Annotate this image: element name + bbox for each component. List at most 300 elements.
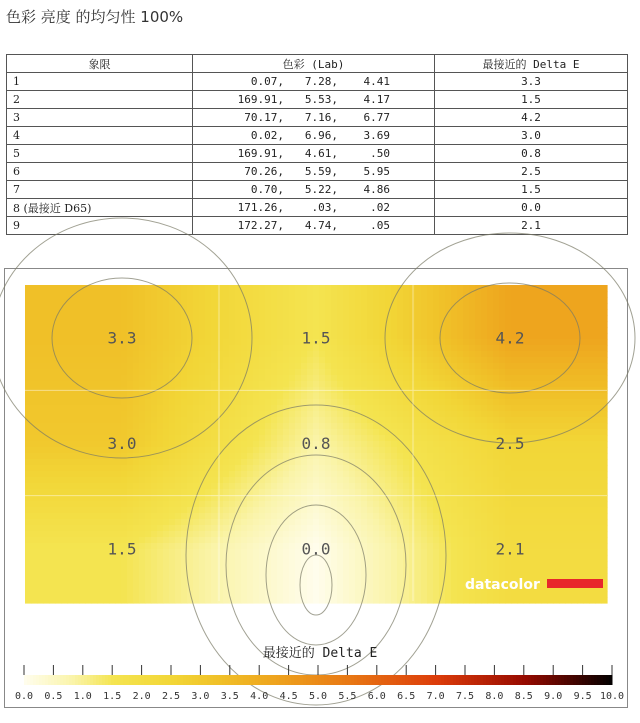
heatmap-pixel	[25, 411, 32, 418]
heatmap-pixel	[67, 585, 74, 592]
heatmap-pixel	[205, 513, 212, 520]
heatmap-pixel	[157, 525, 164, 532]
heatmap-pixel	[217, 315, 224, 322]
heatmap-pixel	[289, 345, 296, 352]
heatmap-pixel	[433, 375, 440, 382]
heatmap-pixel	[421, 381, 428, 388]
heatmap-pixel	[115, 489, 122, 496]
heatmap-pixel	[61, 321, 68, 328]
heatmap-pixel	[157, 453, 164, 460]
heatmap-pixel	[319, 297, 326, 304]
heatmap-pixel	[487, 477, 494, 484]
heatmap-pixel	[499, 471, 506, 478]
heatmap-pixel	[97, 357, 104, 364]
heatmap-pixel	[283, 345, 290, 352]
heatmap-pixel	[427, 507, 434, 514]
heatmap-pixel	[529, 351, 536, 358]
heatmap-pixel	[361, 483, 368, 490]
heatmap-pixel	[91, 339, 98, 346]
heatmap-pixel	[235, 573, 242, 580]
heatmap-pixel	[559, 441, 566, 448]
heatmap-pixel	[547, 519, 554, 526]
heatmap-pixel	[337, 567, 344, 574]
heatmap-pixel	[331, 417, 338, 424]
heatmap-pixel	[229, 285, 236, 292]
heatmap-pixel	[25, 543, 32, 550]
heatmap-pixel	[421, 291, 428, 298]
lab-l-value: 172.27,	[237, 219, 284, 232]
heatmap-pixel	[355, 483, 362, 490]
heatmap-pixel	[277, 483, 284, 490]
heatmap-pixel	[139, 345, 146, 352]
heatmap-pixel	[61, 519, 68, 526]
heatmap-pixel	[73, 357, 80, 364]
heatmap-pixel	[463, 357, 470, 364]
heatmap-pixel	[139, 375, 146, 382]
heatmap-pixel	[373, 555, 380, 562]
heatmap-pixel	[463, 561, 470, 568]
heatmap-pixel	[283, 447, 290, 454]
heatmap-pixel	[319, 477, 326, 484]
heatmap-pixel	[283, 471, 290, 478]
heatmap-pixel	[349, 537, 356, 544]
heatmap-pixel	[67, 477, 74, 484]
heatmap-pixel	[547, 543, 554, 550]
lab-b-value: .05	[370, 219, 390, 232]
heatmap-pixel	[109, 453, 116, 460]
heatmap-pixel	[145, 375, 152, 382]
heatmap-pixel	[475, 375, 482, 382]
heatmap-pixel	[343, 297, 350, 304]
heatmap-pixel	[415, 393, 422, 400]
heatmap-pixel	[571, 567, 578, 574]
heatmap-pixel	[559, 423, 566, 430]
heatmap-pixel	[463, 555, 470, 562]
heatmap-pixel	[535, 459, 542, 466]
heatmap-pixel	[289, 579, 296, 586]
heatmap-pixel	[481, 507, 488, 514]
heatmap-pixel	[523, 309, 530, 316]
heatmap-pixel	[169, 453, 176, 460]
heatmap-pixel	[361, 513, 368, 520]
heatmap-pixel	[283, 339, 290, 346]
heatmap-pixel	[583, 309, 590, 316]
heatmap-pixel	[589, 405, 596, 412]
heatmap-pixel	[133, 483, 140, 490]
heatmap-pixel	[61, 327, 68, 334]
heatmap-pixel	[139, 285, 146, 292]
heatmap-pixel	[457, 507, 464, 514]
heatmap-pixel	[169, 375, 176, 382]
heatmap-pixel	[109, 363, 116, 370]
heatmap-pixel	[409, 483, 416, 490]
heatmap-pixel	[355, 513, 362, 520]
heatmap-pixel	[469, 513, 476, 520]
heatmap-pixel	[235, 369, 242, 376]
heatmap-pixel	[463, 471, 470, 478]
heatmap-pixel	[319, 381, 326, 388]
heatmap-pixel	[43, 297, 50, 304]
heatmap-pixel	[343, 429, 350, 436]
heatmap-pixel	[25, 573, 32, 580]
heatmap-pixel	[325, 483, 332, 490]
heatmap-pixel	[157, 357, 164, 364]
heatmap-pixel	[91, 585, 98, 592]
heatmap-pixel	[139, 423, 146, 430]
heatmap-pixel	[133, 489, 140, 496]
heatmap-pixel	[565, 315, 572, 322]
heatmap-pixel	[529, 291, 536, 298]
heatmap-pixel	[79, 471, 86, 478]
heatmap-pixel	[301, 465, 308, 472]
heatmap-pixel	[343, 531, 350, 538]
heatmap-pixel	[385, 411, 392, 418]
heatmap-pixel	[169, 525, 176, 532]
heatmap-pixel	[385, 465, 392, 472]
heatmap-pixel	[289, 333, 296, 340]
heatmap-pixel	[169, 411, 176, 418]
heatmap-pixel	[541, 309, 548, 316]
heatmap-pixel	[277, 543, 284, 550]
heatmap-pixel	[73, 453, 80, 460]
heatmap-pixel	[367, 381, 374, 388]
heatmap-pixel	[409, 441, 416, 448]
heatmap-pixel	[577, 531, 584, 538]
heatmap-pixel	[115, 471, 122, 478]
heatmap-pixel	[307, 315, 314, 322]
heatmap-pixel	[535, 477, 542, 484]
heatmap-pixel	[37, 537, 44, 544]
heatmap-pixel	[211, 345, 218, 352]
heatmap-pixel	[91, 297, 98, 304]
heatmap-pixel	[541, 357, 548, 364]
heatmap-pixel	[91, 459, 98, 466]
heatmap-pixel	[343, 303, 350, 310]
heatmap-pixel	[463, 441, 470, 448]
heatmap-pixel	[325, 417, 332, 424]
heatmap-pixel	[487, 465, 494, 472]
heatmap-pixel	[241, 327, 248, 334]
heatmap-pixel	[205, 411, 212, 418]
heatmap-pixel	[145, 459, 152, 466]
heatmap-pixel	[157, 393, 164, 400]
heatmap-pixel	[283, 321, 290, 328]
heatmap-pixel	[535, 561, 542, 568]
heatmap-pixel	[157, 543, 164, 550]
heatmap-pixel	[379, 369, 386, 376]
heatmap-pixel	[475, 507, 482, 514]
heatmap-pixel	[163, 465, 170, 472]
heatmap-pixel	[187, 375, 194, 382]
heatmap-pixel	[295, 423, 302, 430]
heatmap-pixel	[229, 339, 236, 346]
heatmap-pixel	[583, 513, 590, 520]
heatmap-pixel	[535, 345, 542, 352]
heatmap-pixel	[469, 519, 476, 526]
heatmap-pixel	[349, 435, 356, 442]
heatmap-pixel	[271, 309, 278, 316]
heatmap-pixel	[535, 369, 542, 376]
heatmap-pixel	[565, 351, 572, 358]
heatmap-pixel	[31, 393, 38, 400]
heatmap-pixel	[571, 381, 578, 388]
heatmap-pixel	[493, 459, 500, 466]
heatmap-pixel	[151, 459, 158, 466]
heatmap-pixel	[85, 507, 92, 514]
heatmap-pixel	[37, 333, 44, 340]
heatmap-pixel	[235, 453, 242, 460]
heatmap-pixel	[61, 525, 68, 532]
heatmap-pixel	[277, 423, 284, 430]
heatmap-pixel	[91, 417, 98, 424]
heatmap-pixel	[451, 369, 458, 376]
heatmap-pixel	[247, 417, 254, 424]
heatmap-pixel	[493, 315, 500, 322]
heatmap-pixel	[571, 303, 578, 310]
heatmap-pixel	[205, 369, 212, 376]
heatmap-pixel	[271, 405, 278, 412]
heatmap-pixel	[313, 417, 320, 424]
heatmap-pixel	[421, 363, 428, 370]
heatmap-pixel	[559, 525, 566, 532]
heatmap-pixel	[289, 549, 296, 556]
heatmap-pixel	[49, 579, 56, 586]
heatmap-pixel	[307, 507, 314, 514]
heatmap-pixel	[253, 561, 260, 568]
heatmap-pixel	[361, 435, 368, 442]
heatmap-pixel	[595, 447, 602, 454]
heatmap-pixel	[205, 381, 212, 388]
heatmap-pixel	[127, 513, 134, 520]
heatmap-pixel	[367, 447, 374, 454]
heatmap-pixel	[283, 381, 290, 388]
heatmap-pixel	[265, 369, 272, 376]
heatmap-pixel	[469, 423, 476, 430]
heatmap-pixel	[481, 417, 488, 424]
heatmap-pixel	[331, 327, 338, 334]
heatmap-pixel	[151, 405, 158, 412]
heatmap-pixel	[163, 477, 170, 484]
heatmap-pixel	[151, 303, 158, 310]
heatmap-pixel	[199, 327, 206, 334]
heatmap-pixel	[241, 453, 248, 460]
heatmap-pixel	[229, 375, 236, 382]
heatmap-pixel	[547, 447, 554, 454]
heatmap-pixel	[205, 393, 212, 400]
heatmap-pixel	[337, 399, 344, 406]
heatmap-pixel	[439, 285, 446, 292]
heatmap-pixel	[553, 537, 560, 544]
heatmap-pixel	[595, 417, 602, 424]
heatmap-pixel	[421, 321, 428, 328]
heatmap-pixel	[433, 513, 440, 520]
heatmap-pixel	[259, 567, 266, 574]
heatmap-pixel	[367, 549, 374, 556]
heatmap-pixel	[577, 471, 584, 478]
heatmap-pixel	[199, 459, 206, 466]
heatmap-pixel	[553, 567, 560, 574]
heatmap-pixel	[457, 327, 464, 334]
heatmap-pixel	[67, 489, 74, 496]
heatmap-pixel	[85, 441, 92, 448]
heatmap-pixel	[79, 423, 86, 430]
heatmap-pixel	[133, 471, 140, 478]
heatmap-pixel	[199, 363, 206, 370]
heatmap-pixel	[43, 393, 50, 400]
heatmap-pixel	[55, 291, 62, 298]
heatmap-pixel	[373, 513, 380, 520]
heatmap-pixel	[475, 357, 482, 364]
heatmap-pixel	[289, 369, 296, 376]
heatmap-pixel	[205, 297, 212, 304]
heatmap-pixel	[139, 315, 146, 322]
heatmap-pixel	[127, 363, 134, 370]
heatmap-pixel	[247, 321, 254, 328]
heatmap-pixel	[313, 375, 320, 382]
heatmap-pixel	[223, 339, 230, 346]
heatmap-pixel	[343, 375, 350, 382]
heatmap-pixel	[511, 465, 518, 472]
heatmap-pixel	[355, 375, 362, 382]
heatmap-pixel	[349, 321, 356, 328]
heatmap-pixel	[253, 375, 260, 382]
heatmap-pixel	[565, 489, 572, 496]
heatmap-pixel	[151, 549, 158, 556]
heatmap-pixel	[499, 417, 506, 424]
heatmap-pixel	[145, 555, 152, 562]
heatmap-pixel	[565, 327, 572, 334]
heatmap-pixel	[511, 567, 518, 574]
heatmap-pixel	[349, 315, 356, 322]
heatmap-pixel	[31, 435, 38, 442]
heatmap-pixel	[163, 321, 170, 328]
heatmap-pixel	[403, 435, 410, 442]
heatmap-pixel	[277, 297, 284, 304]
heatmap-pixel	[79, 309, 86, 316]
heatmap-pixel	[109, 291, 116, 298]
heatmap-pixel	[115, 507, 122, 514]
heatmap-pixel	[25, 303, 32, 310]
heatmap-pixel	[247, 399, 254, 406]
heatmap-pixel	[505, 297, 512, 304]
heatmap-pixel	[361, 375, 368, 382]
heatmap-pixel	[409, 381, 416, 388]
heatmap-pixel	[259, 321, 266, 328]
heatmap-pixel	[127, 411, 134, 418]
heatmap-pixel	[205, 441, 212, 448]
heatmap-pixel	[319, 393, 326, 400]
heatmap-pixel	[181, 489, 188, 496]
heatmap-pixel	[367, 573, 374, 580]
heatmap-pixel	[67, 417, 74, 424]
heatmap-pixel	[409, 447, 416, 454]
heatmap-pixel	[313, 507, 320, 514]
heatmap-pixel	[433, 411, 440, 418]
heatmap-pixel	[55, 429, 62, 436]
heatmap-pixel	[175, 585, 182, 592]
heatmap-pixel	[559, 489, 566, 496]
heatmap-pixel	[151, 417, 158, 424]
heatmap-pixel	[403, 489, 410, 496]
heatmap-pixel	[475, 315, 482, 322]
heatmap-pixel	[175, 357, 182, 364]
heatmap-pixel	[265, 333, 272, 340]
heatmap-pixel	[139, 525, 146, 532]
lab-cell	[193, 181, 435, 199]
heatmap-pixel	[523, 411, 530, 418]
heatmap-pixel	[343, 393, 350, 400]
heatmap-pixel	[283, 285, 290, 292]
heatmap-pixel	[427, 369, 434, 376]
heatmap-pixel	[601, 375, 608, 382]
heatmap-pixel	[229, 483, 236, 490]
heatmap-pixel	[211, 291, 218, 298]
heatmap-pixel	[457, 393, 464, 400]
heatmap-pixel	[379, 471, 386, 478]
heatmap-pixel	[211, 483, 218, 490]
heatmap-pixel	[67, 345, 74, 352]
heatmap-pixel	[295, 351, 302, 358]
heatmap-pixel	[49, 363, 56, 370]
heatmap-pixel	[373, 489, 380, 496]
heatmap-pixel	[355, 477, 362, 484]
heatmap-pixel	[55, 345, 62, 352]
heatmap-pixel	[565, 465, 572, 472]
heatmap-pixel	[97, 435, 104, 442]
heatmap-pixel	[361, 357, 368, 364]
heatmap-pixel	[505, 507, 512, 514]
heatmap-pixel	[91, 441, 98, 448]
heatmap-pixel	[445, 513, 452, 520]
heatmap-pixel	[433, 537, 440, 544]
heatmap-pixel	[517, 411, 524, 418]
heatmap-pixel	[307, 321, 314, 328]
heatmap-pixel	[61, 351, 68, 358]
heatmap-pixel	[217, 513, 224, 520]
heatmap-pixel	[469, 465, 476, 472]
heatmap-pixel	[193, 333, 200, 340]
heatmap-pixel	[463, 567, 470, 574]
heatmap-pixel	[55, 417, 62, 424]
heatmap-pixel	[565, 507, 572, 514]
heatmap-pixel	[259, 531, 266, 538]
heatmap-pixel	[283, 525, 290, 532]
heatmap-pixel	[247, 285, 254, 292]
heatmap-pixel	[595, 369, 602, 376]
heatmap-pixel	[55, 411, 62, 418]
heatmap-pixel	[475, 567, 482, 574]
heatmap-pixel	[109, 315, 116, 322]
heatmap-pixel	[595, 393, 602, 400]
heatmap-pixel	[121, 579, 128, 586]
heatmap-pixel	[427, 567, 434, 574]
heatmap-pixel	[337, 345, 344, 352]
heatmap-pixel	[379, 525, 386, 532]
heatmap-pixel	[553, 573, 560, 580]
heatmap-pixel	[253, 315, 260, 322]
heatmap-pixel	[37, 579, 44, 586]
heatmap-pixel	[109, 423, 116, 430]
heatmap-pixel	[43, 339, 50, 346]
heatmap-pixel	[229, 477, 236, 484]
heatmap-pixel	[499, 393, 506, 400]
heatmap-pixel	[391, 351, 398, 358]
heatmap-pixel	[379, 579, 386, 586]
heatmap-pixel	[391, 339, 398, 346]
heatmap-pixel	[499, 357, 506, 364]
heatmap-pixel	[229, 405, 236, 412]
heatmap-pixel	[541, 537, 548, 544]
